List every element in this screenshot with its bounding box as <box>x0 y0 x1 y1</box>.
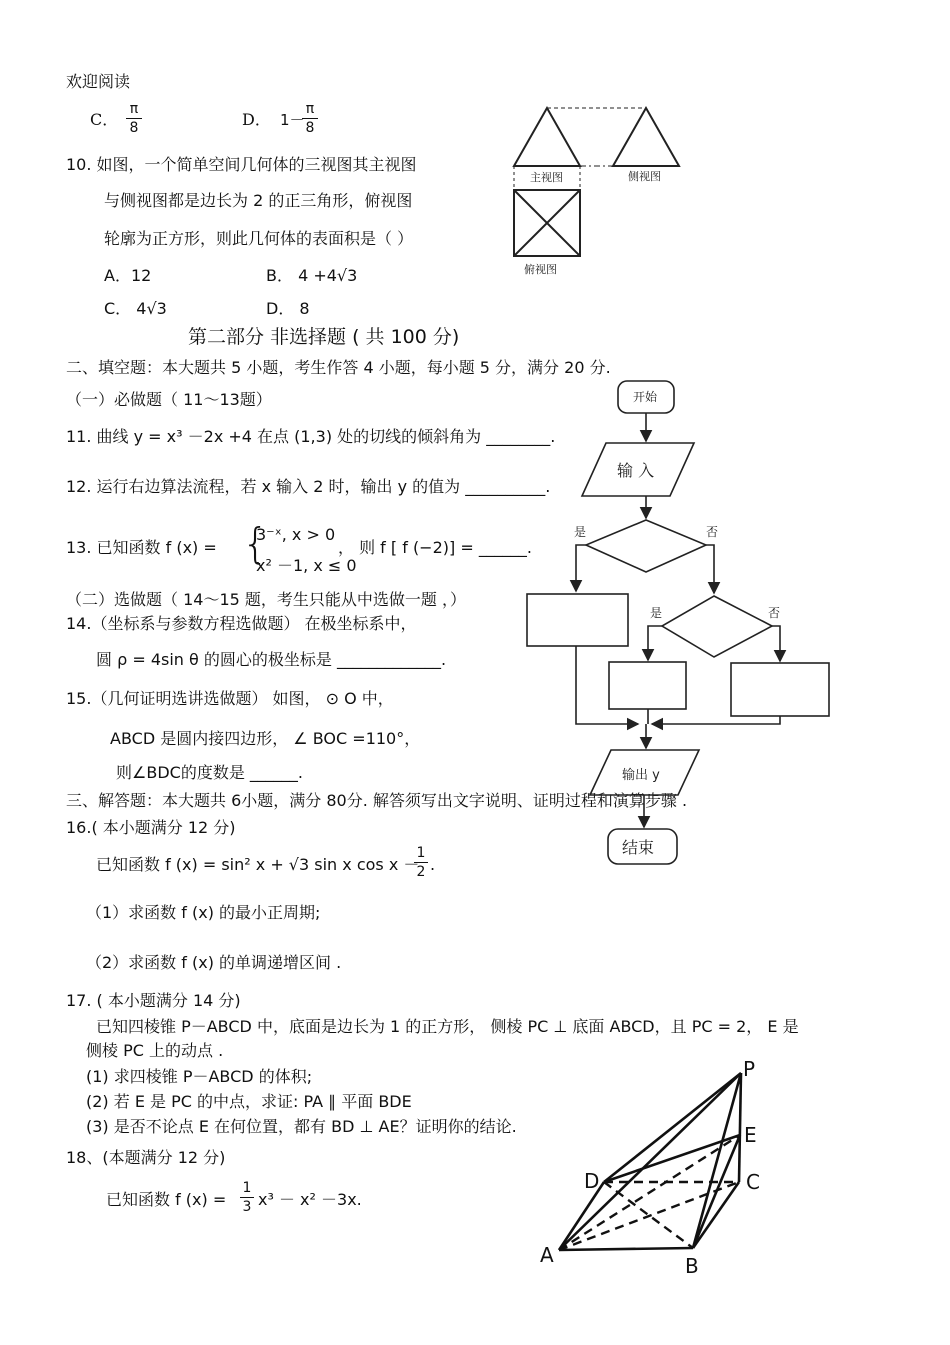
q15-line1: 15.（几何证明选讲选做题） 如图， ⊙ O 中， <box>66 689 394 708</box>
process-node-left <box>527 594 628 646</box>
q14-line2: 圆 ρ = 4sin θ 的圆心的极坐标是 _____________. <box>96 650 447 669</box>
top-view-label: 俯视图 <box>524 263 557 276</box>
group2-heading: （二）选做题（ 14～15 题，考生只能从中选做一题 ，） <box>66 590 466 609</box>
numerator: 1 <box>416 845 426 861</box>
vertex-B: B <box>685 1254 699 1278</box>
start-label: 开始 <box>633 390 658 404</box>
process-node-right <box>731 663 829 716</box>
denominator: 8 <box>129 120 139 136</box>
denominator: 8 <box>305 120 315 136</box>
q10-line1: 10. 如图，一个简单空间几何体的三视图其主视图 <box>66 155 417 174</box>
q17-sub2: (2) 若 E 是 PC 的中点，求证: PA ∥ 平面 BDE <box>86 1092 412 1111</box>
q17-line2: 侧棱 PC 上的动点 . <box>86 1041 224 1060</box>
q11-text: 11. 曲线 y = x³ －2x +4 在点 (1,3) 处的切线的倾斜角为 ________. <box>66 427 556 446</box>
decision1-yes-label: 是 <box>574 525 587 539</box>
denominator: 2 <box>416 864 426 880</box>
q16-heading: 16.( 本小题满分 12 分) <box>66 818 236 837</box>
q15-line3: 则∠BDC的度数是 ______. <box>116 763 303 782</box>
q17-sub1: (1) 求四棱锥 P－ABCD 的体积; <box>86 1067 313 1086</box>
q13-case2: x² －1, x ≤ 0 <box>256 556 357 575</box>
group1-heading: （一）必做题（ 11～13题） <box>66 390 272 409</box>
q10-option-d: D． 8 <box>266 299 310 318</box>
front-view-triangle <box>514 108 580 166</box>
q18-tail: x³ － x² －3x. <box>258 1190 362 1209</box>
decision2-no-label: 否 <box>768 606 781 620</box>
q10-option-c: C． 4√3 <box>104 299 167 318</box>
q13-case1: 3⁻ˣ, x > 0 <box>256 525 336 544</box>
front-view-label: 主视图 <box>530 171 563 184</box>
q18-function: 已知函数 f (x) = <box>106 1190 227 1209</box>
denominator: 3 <box>242 1199 252 1215</box>
side-view-triangle <box>613 108 679 166</box>
q17-line1: 已知四棱锥 P－ABCD 中，底面是边长为 1 的正方形， 侧棱 PC ⊥ 底面 ABCD，且 PC = 2， E 是 <box>96 1017 799 1036</box>
decision-node-1 <box>586 520 706 572</box>
q10-line2: 与侧视图都是边长为 2 的正三角形，俯视图 <box>104 191 413 210</box>
q15-line2: ABCD 是圆内接四边形， ∠ BOC =110°， <box>110 729 421 748</box>
vertex-E: E <box>744 1123 757 1147</box>
edge-decision2-no <box>772 626 780 661</box>
q16-sub1: （1）求函数 f (x) 的最小正周期; <box>86 903 321 922</box>
edge-PD <box>604 1073 741 1182</box>
q13-brace: { <box>242 519 269 568</box>
q17-sub3: (3) 是否不论点 E 在何位置，都有 BD ⊥ AE？证明你的结论. <box>86 1117 517 1136</box>
q16-function: 已知函数 f (x) = sin² x + √3 sin x cos x － <box>96 855 420 874</box>
q9-d-one-minus: 1－ <box>280 111 305 129</box>
q13-lead: 13. 已知函数 f (x) = <box>66 538 217 557</box>
q14-line1: 14.（坐标系与参数方程选做题） 在极坐标系中， <box>66 614 417 633</box>
vertex-D: D <box>584 1169 600 1193</box>
vertex-P: P <box>743 1057 756 1081</box>
output-label: 输出 y <box>622 768 660 783</box>
q10-option-a: A．12 <box>104 266 152 285</box>
edge-decision1-no <box>706 545 714 593</box>
edge-decision1-yes <box>576 545 586 591</box>
edge-left-merge <box>576 646 638 724</box>
edge-DE <box>604 1135 740 1182</box>
q13-tail: ， 则 f [ f (−2)] = ______. <box>338 538 532 557</box>
end-label: 结束 <box>622 838 655 857</box>
side-view-label: 侧视图 <box>628 170 661 183</box>
edge-AB <box>559 1248 693 1250</box>
section2-heading: 二、填空题：本大题共 5 小题，考生作答 4 小题，每小题 5 分，满分 20 分. <box>66 358 611 377</box>
flowchart <box>527 381 829 864</box>
q17-heading: 17. ( 本小题满分 14 分) <box>66 991 241 1010</box>
q10-line3: 轮廓为正方形，则此几何体的表面积是（ ） <box>104 229 414 248</box>
pyramid-figure <box>559 1073 741 1250</box>
q9-option-c: C． <box>90 110 119 129</box>
decision-node-2 <box>662 596 772 657</box>
edge-right-merge <box>652 716 780 724</box>
part2-title: 第二部分 非选择题 ( 共 100 分) <box>188 326 460 348</box>
q18-heading: 18、(本题满分 12 分) <box>66 1148 226 1167</box>
page-header: 欢迎阅读 <box>66 72 131 91</box>
edge-PC <box>739 1073 741 1182</box>
q10-option-b: B． 4 +4√3 <box>266 266 358 285</box>
section3-heading: 三、解答题：本大题共 6小题，满分 80分. 解答须写出文字说明、证明过程和演算步骤 . <box>66 791 688 810</box>
numerator: 1 <box>242 1180 252 1196</box>
pi-symbol: π <box>129 101 139 117</box>
vertex-A: A <box>540 1243 554 1267</box>
q16-sub2: （2）求函数 f (x) 的单调递增区间 . <box>86 953 342 972</box>
edge-PA <box>559 1073 741 1250</box>
q16-period: . <box>430 855 436 874</box>
decision1-no-label: 否 <box>706 525 719 539</box>
decision2-yes-label: 是 <box>650 606 663 620</box>
vertex-C: C <box>746 1170 760 1194</box>
edge-decision2-yes <box>648 626 662 660</box>
q12-text: 12. 运行右边算法流程，若 x 输入 2 时，输出 y 的值为 __________. <box>66 477 551 496</box>
pi-symbol: π <box>305 101 315 117</box>
process-node-middle <box>609 662 686 709</box>
q9-option-d: D． <box>242 110 271 129</box>
input-label: 输 入 <box>617 461 655 480</box>
